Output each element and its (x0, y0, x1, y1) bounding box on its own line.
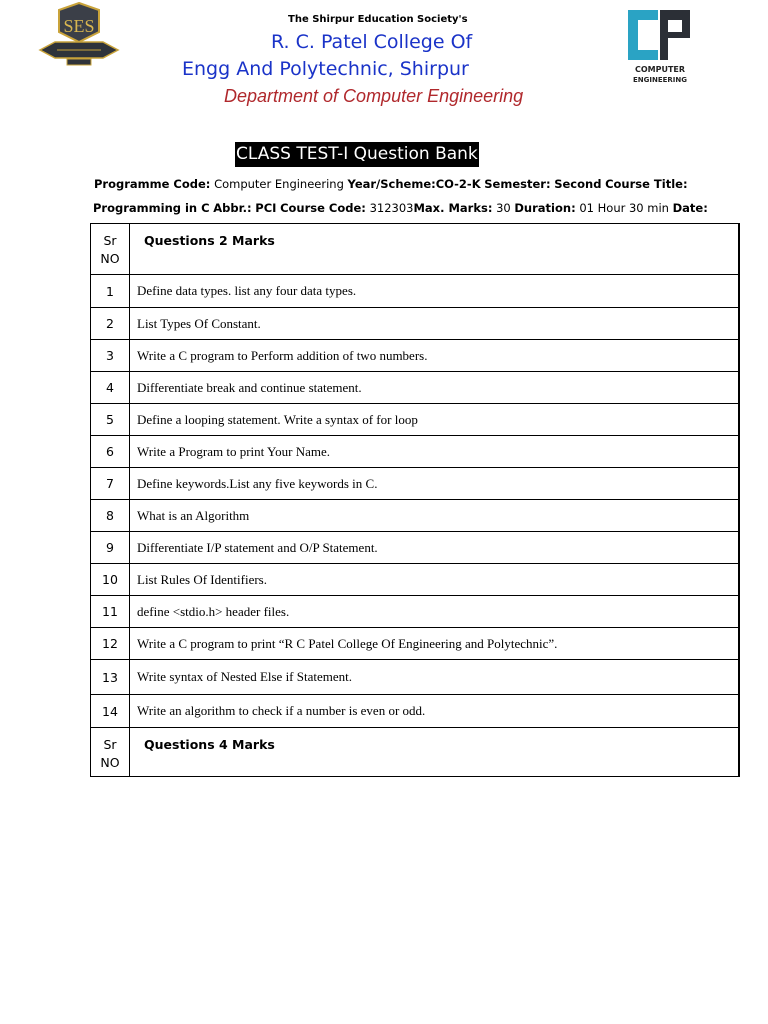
ses-logo (37, 2, 121, 70)
page-title: CLASS TEST-I Question Bank (235, 142, 479, 167)
computer-engineering-logo (624, 8, 696, 88)
sr-header-line1: Sr (103, 737, 117, 752)
table-row (91, 308, 740, 340)
sr-header-cell (91, 224, 130, 275)
question-text: Define a looping statement. Write a syntax of for loop (130, 404, 740, 436)
question-text: What is an Algorithm (130, 500, 740, 532)
table-header-row (91, 224, 740, 275)
question-text: List Rules Of Identifiers. (130, 564, 740, 596)
question-text: Differentiate break and continue statement. (130, 372, 740, 404)
question-number: 6 (91, 436, 130, 468)
sr-header-cell (91, 728, 130, 777)
meta-line-2 (93, 201, 708, 215)
section2-header: Questions 4 Marks (130, 728, 740, 777)
semester-value: Second (554, 177, 602, 191)
question-number: 10 (91, 564, 130, 596)
svg-text:COMPUTER: COMPUTER (634, 65, 686, 74)
question-text: List Types Of Constant. (130, 308, 740, 340)
question-table (90, 223, 740, 777)
question-text: Differentiate I/P statement and O/P Statement. (130, 532, 740, 564)
question-number: 2 (91, 308, 130, 340)
question-number: 14 (91, 695, 130, 728)
course-code-label: Course Code: (280, 201, 366, 215)
question-number: 3 (91, 340, 130, 372)
max-marks-value: 30 (496, 201, 511, 215)
table-row (91, 404, 740, 436)
section1-header: Questions 2 Marks (130, 224, 740, 275)
table-row (91, 628, 740, 660)
table-row (91, 660, 740, 695)
table-row (91, 436, 740, 468)
year-scheme-value: CO-2-K (435, 177, 481, 191)
table-header-row (91, 728, 740, 777)
question-number: 5 (91, 404, 130, 436)
question-number: 8 (91, 500, 130, 532)
question-number: 12 (91, 628, 130, 660)
question-text: Write a C program to Perform addition of two numbers. (130, 340, 740, 372)
max-marks-label: Max. Marks: (413, 201, 493, 215)
question-number: 4 (91, 372, 130, 404)
sr-header-line2: NO (100, 755, 120, 770)
course-title-value: Programming in C (93, 201, 210, 215)
college-name-line2: Engg And Polytechnic, Shirpur (182, 58, 469, 80)
table-row (91, 596, 740, 628)
question-number: 1 (91, 275, 130, 308)
sr-header-line1: Sr (103, 233, 117, 248)
meta-line-1 (94, 177, 688, 191)
abbr-label: Abbr.: (213, 201, 252, 215)
question-number: 7 (91, 468, 130, 500)
question-text: Write a C program to print “R C Patel College Of Engineering and Polytechnic”. (130, 628, 740, 660)
question-text: Write a Program to print Your Name. (130, 436, 740, 468)
date-label: Date: (672, 201, 708, 215)
question-number: 9 (91, 532, 130, 564)
table-row (91, 500, 740, 532)
svg-text:SES: SES (63, 16, 95, 36)
duration-value: 01 Hour 30 min (579, 201, 669, 215)
table-row (91, 532, 740, 564)
question-number: 11 (91, 596, 130, 628)
programme-code-label: Programme Code: (94, 177, 211, 191)
semester-label: Semester: (484, 177, 551, 191)
question-text: Define data types. list any four data types. (130, 275, 740, 308)
question-text: Write syntax of Nested Else if Statement. (130, 660, 740, 695)
question-text: Write an algorithm to check if a number is even or odd. (130, 695, 740, 728)
duration-label: Duration: (514, 201, 576, 215)
abbr-value: PCI (255, 201, 277, 215)
year-scheme-label: Year/Scheme: (347, 177, 436, 191)
college-name-line1: R. C. Patel College Of (271, 31, 473, 53)
table-row (91, 695, 740, 728)
society-name: The Shirpur Education Society's (288, 14, 468, 25)
svg-text:ENGINEERING: ENGINEERING (632, 76, 688, 84)
table-row (91, 372, 740, 404)
course-code-value: 312303 (369, 201, 414, 215)
question-text: define <stdio.h> header files. (130, 596, 740, 628)
table-row (91, 340, 740, 372)
programme-code-value: Computer Engineering (214, 177, 344, 191)
question-text: Define keywords.List any five keywords in C. (130, 468, 740, 500)
department-name: Department of Computer Engineering (224, 86, 524, 106)
sr-header-line2: NO (100, 251, 120, 266)
table-row (91, 275, 740, 308)
question-number: 13 (91, 660, 130, 695)
course-title-label: Course Title: (605, 177, 688, 191)
table-row (91, 564, 740, 596)
table-row (91, 468, 740, 500)
